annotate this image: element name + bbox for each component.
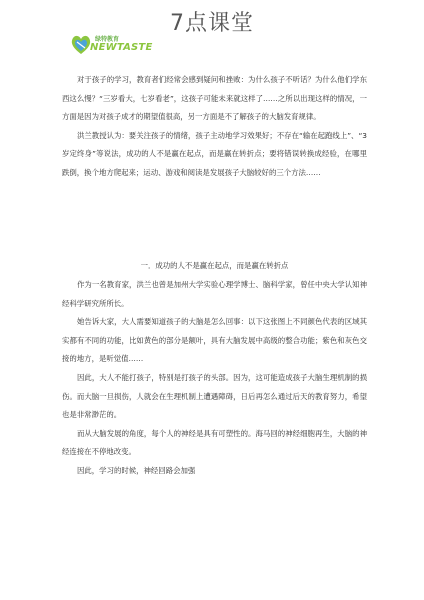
- intro-paragraph: 对于孩子的学习，教育者们经常会感到疑问和挫败：为什么孩子不听话？为什么他们学东西这么慢？“三岁看大，七岁看老”，这孩子可能未来就这样了……之所以出现这样的情况，一方面是因为对孩子成才的期望值很高，另一方面是不了解孩子的大脑发育规律。: [62, 75, 367, 122]
- section-paragraph: 因此，学习的时候，神经回路会加强: [77, 465, 196, 475]
- page-title: 7点课堂: [170, 11, 254, 36]
- section-body: [62, 276, 367, 481]
- brand-logo: [70, 34, 153, 58]
- logo-chinese-name: 绿特教育: [95, 36, 120, 43]
- section-paragraph: 因此，大人不能打孩子，特别是打孩子的头部。因为，这可能造成孩子大脑生理机制的损伤。而大脑一旦损伤，人就会在生理机制上遭遇障碍，日后再怎么通过后天的教育努力，希望也是非常渺茫的。: [62, 372, 367, 420]
- section-paragraph: 而从大脑发展的角度，每个人的神经是具有可塑性的。海马回的神经细胞再生，大脑的神经连接在不停地改变。: [62, 428, 367, 457]
- section-paragraph: 她告诉大家，大人需要知道孩子的大脑是怎么回事：以下这张图上不同颜色代表的区域其实都有不同的功能，比如黄色的部分是额叶，具有大脑发展中高级的整合功能；紫色和灰色交接的地方，是听觉值……: [62, 317, 367, 364]
- section-paragraph: 作为一名教育家，洪兰也曾是加州大学实验心理学博士、脑科学家，曾任中央大学认知神经科学研究所所长。: [62, 280, 367, 308]
- logo-english-name: NEWTASTE: [90, 42, 153, 53]
- intro-section: [62, 71, 367, 183]
- leaf-heart-logo-icon: [70, 34, 92, 56]
- section-heading: 一．成功的人不是赢在起点，而是赢在转折点: [140, 261, 289, 270]
- intro-paragraph: 洪兰教授认为：要关注孩子的情绪，孩子主动地学习效果好；不存在“输在起跑线上”、“3岁定终身”等说法，成功的人不是赢在起点，而是赢在转折点；要将错误转换成经验，在哪里跌倒，换个地方爬起来；运动、游戏和阅读是发展孩子大脑较好的三个方法……: [62, 130, 367, 177]
